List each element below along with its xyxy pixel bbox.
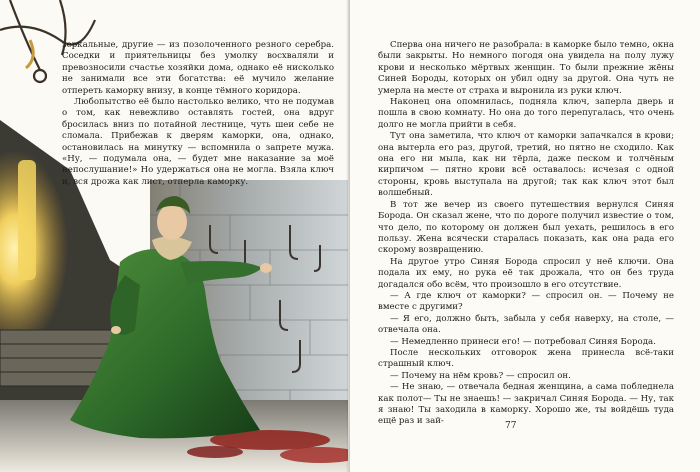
- page-number: 77: [505, 421, 517, 431]
- right-page: [350, 0, 700, 472]
- right-paragraph-5: На другое утро Синяя Борода спросил у неё ключи. Она подала их ему, но рука её так дрожала, что он без труда догадался обо всём, что произошло в его отсутствие.: [378, 256, 674, 290]
- right-paragraph-10: — Почему на нём кровь? — спросил он.: [390, 370, 571, 381]
- right-paragraph-1: Сперва она ничего не разобрала: в каморке было темно, окна были закрыты. Но немного погодя она увидела на полу лужу крови и несколько мёртвых женщин. То были прежние жёны Синей Бороды, которых он убил одну за другой. Она чуть не умерла на месте от страха и выронила из руки ключ.: [378, 40, 674, 96]
- left-page: [0, 0, 348, 472]
- right-paragraph-11: — Не знаю, — отвечала бедная женщина, а сама побледнела как полот— Ты не знаешь! — закричал Синяя Борода. — Ну, так я знаю! Ты заходила в каморку. Хорошо же, ты войдёшь туда ещё раз и зай-: [378, 382, 674, 427]
- right-paragraph-2: Наконец она опомнилась, подняла ключ, заперла дверь и пошла в свою комнату. Но она до того перепугалась, что очень долго не могла прийти в себя.: [378, 97, 674, 130]
- right-paragraph-3: Тут она заметила, что ключ от каморки запачкался в крови; она вытерла его раз, другой, третий, но пятно не сходило. Как она его ни мыла, как ни тёрла, даже песком и толчёным кирпичом — пятно крови всё оставалось: исчезая с одной стороны, кровь выступала на другой; так как ключ этот был волшебный.: [378, 131, 674, 199]
- right-paragraph-4: В тот же вечер из своего путешествия вернулся Синяя Борода. Он сказал жене, что по дороге получил известие о том, что дело, по которому он должен был уехать, решилось в его пользу. Жена всячески старалась показать, как она рада его скорому возвращению.: [378, 199, 674, 256]
- left-page-text: [62, 40, 334, 188]
- right-paragraph-6: — А где ключ от каморки? — спросил он. — Почему не вместе с другими?: [378, 290, 674, 313]
- right-paragraph-8: — Немедленно принеси его! — потребовал Синяя Борода.: [390, 336, 656, 347]
- left-paragraph-1: зеркальные, другие — из позолоченного резного серебра. Соседки и приятельницы без умолку восхваляли и превозносили счастье хозяйки дома, однако её нисколько не занимали все эти богатства: её мучило желание отпереть каморку внизу, в конце тёмного коридора.: [62, 40, 334, 96]
- right-paragraph-7: — Я его, должно быть, забыла у себя наверху, на столе, — отвечала она.: [378, 313, 674, 336]
- right-paragraph-9: После нескольких отговорок жена принесла всё-таки страшный ключ.: [378, 347, 674, 370]
- right-page-text: [378, 40, 674, 428]
- left-paragraph-2: Любопытство её было настолько велико, что не подумав о том, как невежливо оставлять гостей, она вдруг бросилась вниз по потайной лестнице, чуть шеи себе не сломала. Прибежав к дверям каморки, она, однако, остановилась на минутку — вспомнила о запрете мужа. «Ну, — подумала она, — будет мне наказание за моё непослушание!» Но удержаться она не могла. Взяла ключ и, вся дрожа как лист, отперла каморку.: [62, 97, 334, 187]
